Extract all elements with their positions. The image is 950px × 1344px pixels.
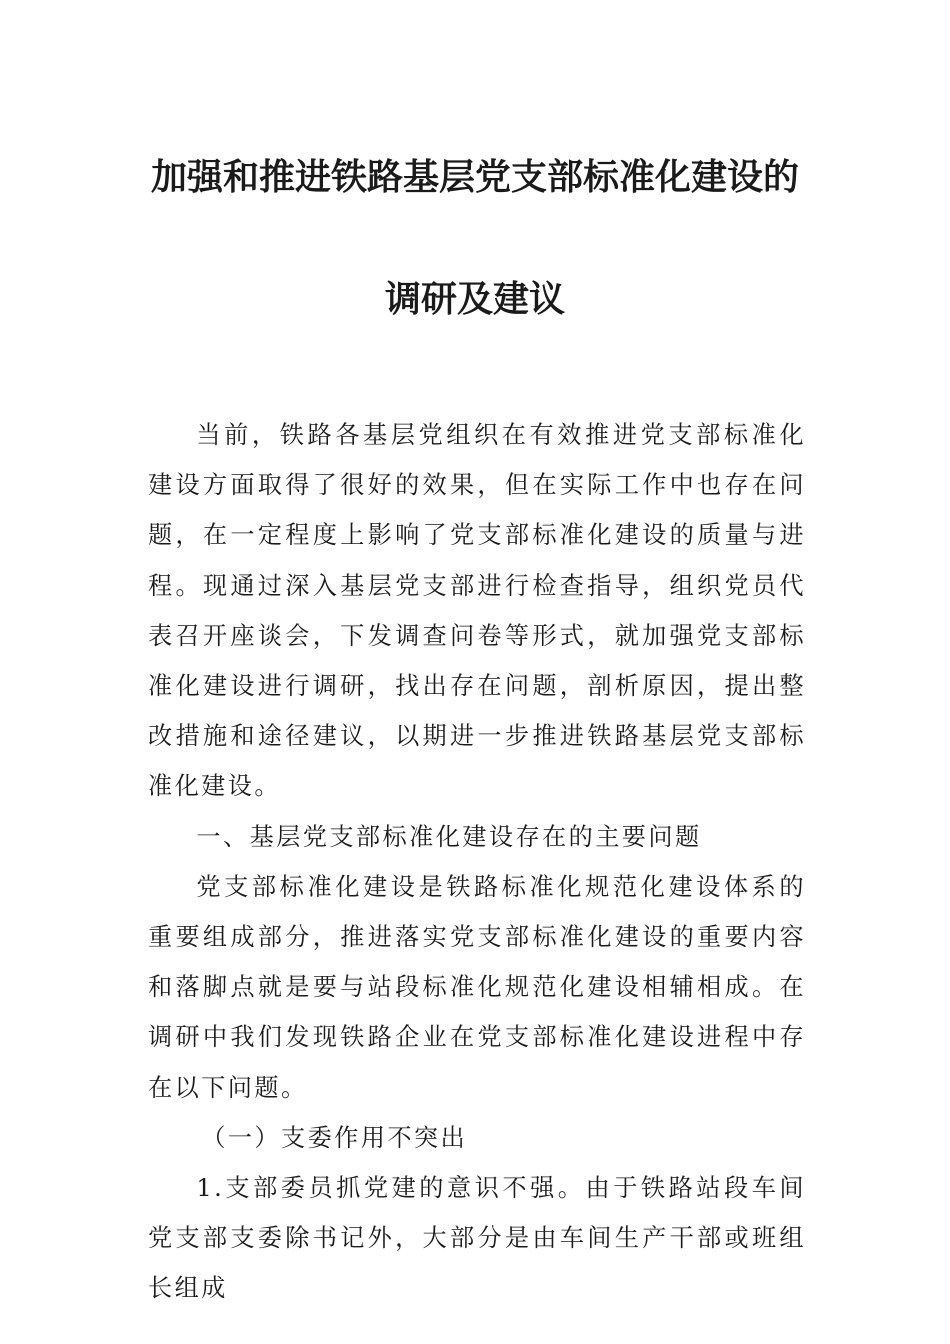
intro-paragraph: 当前，铁路各基层党组织在有效推进党支部标准化建设方面取得了很好的效果，但在实际工作中也存在问题，在一定程度上影响了党支部标准化建设的质量与进程。现通过深入基层党支部进行检查指导，组织党员代表召开座谈会，下发调查问卷等形式，就加强党支部标准化建设进行调研，找出存在问题，剖析原因，提出整改措施和途径建议，以期进一步推进铁路基层党支部标准化建设。 <box>148 421 806 801</box>
section-1-paragraph: 党支部标准化建设是铁路标准化规范化建设体系的重要组成部分，推进落实党支部标准化建设的重要内容和落脚点就是要与站段标准化规范化建设相辅相成。在调研中我们发现铁路企业在党支部标准化建设进程中存在以下问题。 <box>148 872 806 1102</box>
subsection-1-paragraph: 1.支部委员抓党建的意识不强。由于铁路站段车间党支部支委除书记外，大部分是由车间生产干部或班组长组成 <box>148 1174 806 1303</box>
subsection-heading-1: （一）支委作用不突出 <box>201 1123 468 1152</box>
section-heading-1: 一、基层党支部标准化建设存在的主要问题 <box>196 822 702 851</box>
document-title-line-2: 调研及建议 <box>384 279 565 320</box>
document-body <box>148 410 806 1314</box>
document-title-line-1: 加强和推进铁路基层党支部标准化建设的 <box>150 157 799 198</box>
